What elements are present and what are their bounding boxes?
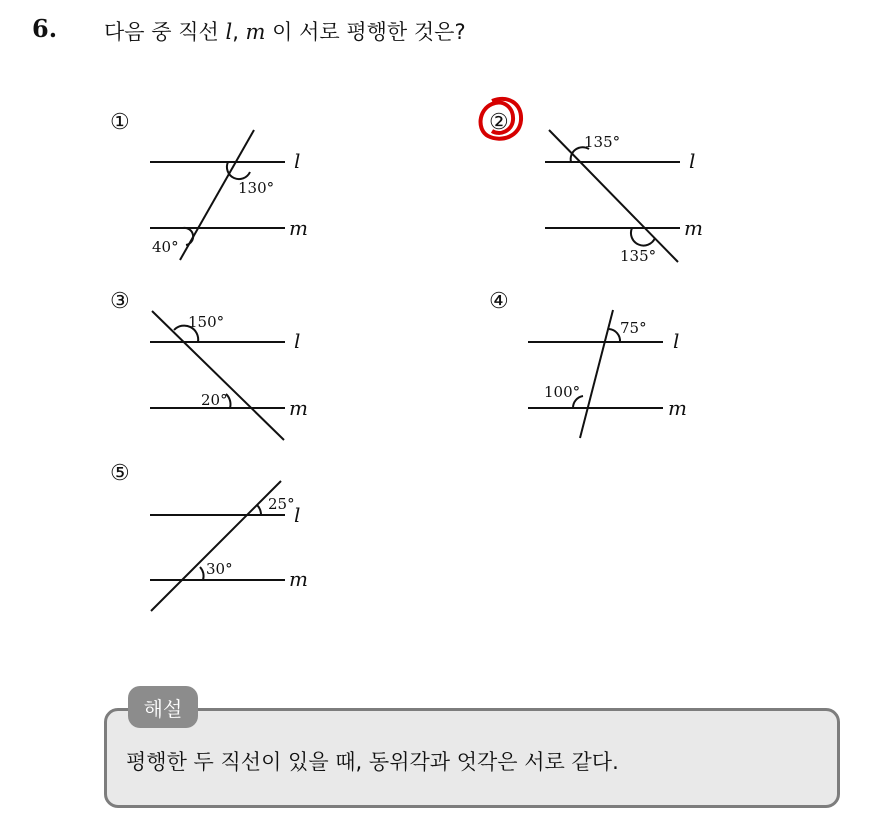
choice-5-angle-lower: 30° <box>206 560 233 578</box>
choice-5-angle-upper: 25° <box>268 495 295 513</box>
choice-2-label-l: l <box>689 149 696 173</box>
question-number: 6. <box>32 14 58 43</box>
choice-2-arc-lower <box>631 228 655 246</box>
question-var-m: m <box>245 20 266 44</box>
choice-4-angle-upper: 75° <box>620 319 647 337</box>
choice-3-label-m: m <box>289 396 308 420</box>
choice-2-angle-upper: 135° <box>584 133 621 151</box>
choice-3-mark[interactable]: ③ <box>110 289 130 314</box>
choice-1-mark[interactable]: ① <box>110 110 130 135</box>
choice-4-arc-upper <box>609 329 620 342</box>
choice-1-arc-lower <box>183 228 193 245</box>
choice-4-transversal <box>580 310 613 438</box>
choice-2-label-m: m <box>684 216 703 240</box>
choice-3-label-l: l <box>294 329 301 353</box>
question-var-l: l <box>225 20 233 44</box>
choice-3-angle-upper: 150° <box>188 313 225 331</box>
choice-2-mark[interactable]: ② <box>489 110 509 135</box>
choice-2-figure <box>481 99 680 262</box>
choice-1-angle-lower: 40° <box>152 238 179 256</box>
choice-5-mark[interactable]: ⑤ <box>110 461 130 486</box>
choice-1-angle-upper: 130° <box>238 179 275 197</box>
choice-2-angle-lower: 135° <box>620 247 657 265</box>
question-comma: , <box>232 20 246 44</box>
question-text-after: 이 서로 평행한 것은? <box>265 20 466 44</box>
choice-5-figure <box>150 481 285 611</box>
choice-1-label-m: m <box>289 216 308 240</box>
choice-1-label-l: l <box>294 149 301 173</box>
choice-4-label-l: l <box>673 329 680 353</box>
choice-4-angle-lower: 100° <box>544 383 581 401</box>
choice-3-angle-lower: 20° <box>201 391 228 409</box>
choice-5-arc-lower <box>200 567 204 580</box>
choice-5-transversal <box>151 481 281 611</box>
question-text-before: 다음 중 직선 <box>104 20 226 44</box>
choice-4-label-m: m <box>668 396 687 420</box>
choice-4-mark[interactable]: ④ <box>489 289 509 314</box>
choice-5-arc-upper <box>257 505 261 515</box>
choice-5-label-l: l <box>294 503 301 527</box>
solution-tag: 해설 <box>128 686 198 728</box>
solution-text: 평행한 두 직선이 있을 때, 동위각과 엇각은 서로 같다. <box>126 750 619 774</box>
choice-5-label-m: m <box>289 567 308 591</box>
